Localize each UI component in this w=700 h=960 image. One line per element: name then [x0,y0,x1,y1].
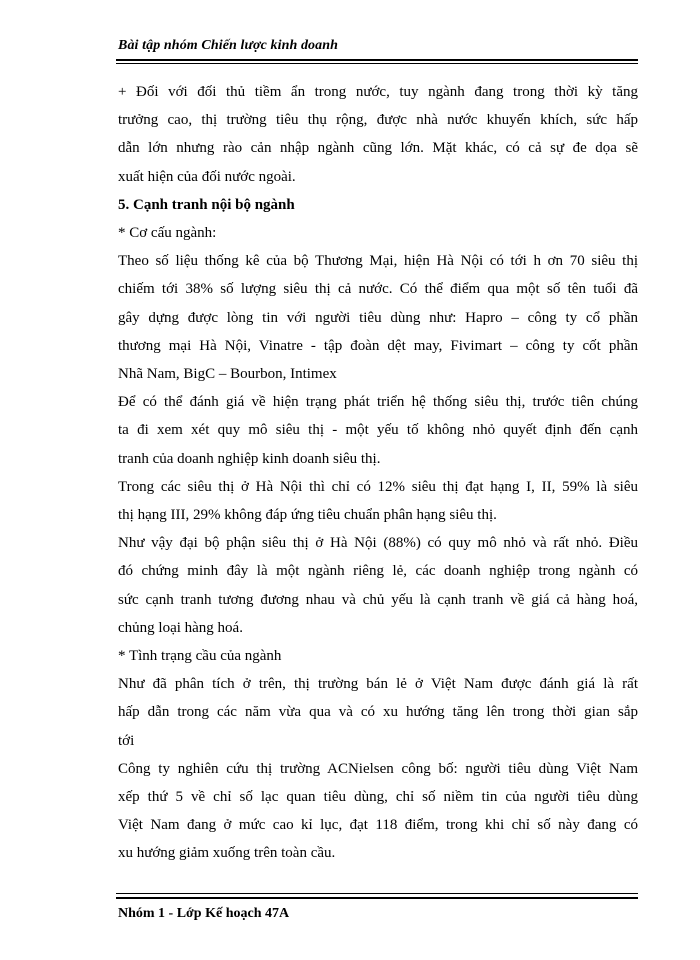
text-line: chủng loại hàng hoá. [118,619,243,636]
text-line: xu hướng giảm xuống trên toàn cầu. [118,845,336,862]
paragraph-scale-assessment [118,388,638,473]
text-line: Trong các siêu thị ở Hà Nội thì chỉ có 12% siêu thị đạt hạng I, II, 59% là siêu [118,478,638,495]
subheading-industry-structure [118,219,638,247]
paragraph-potential-competitors [118,78,638,191]
text-line: sức cạnh tranh tương đương nhau và chủ yếu là cạnh tranh về giá cả hàng hoá, [118,591,638,608]
text-line: ta đi xem xét quy mô siêu thị - một yếu tố không nhỏ quyết định đến cạnh [118,422,638,439]
header-rule [116,59,638,61]
text-line: xuất hiện của đối nước ngoài. [118,168,296,185]
text-line: Nhã Nam, BigC – Bourbon, Intimex [118,366,337,383]
subheading-text: * Tình trạng cầu của ngành [118,648,282,665]
page-header-title: Bài tập nhóm Chiến lược kinh doanh [118,38,339,53]
text-line: hấp dẫn trong các năm vừa qua và có xu hướng tăng lên trong thời gian sắp [118,704,638,721]
subheading-demand [118,642,638,670]
footer-rule-thin [116,893,638,894]
text-line: xếp thứ 5 về chỉ số lạc quan tiêu dùng, chỉ số niềm tin của người tiêu dùng [118,789,638,806]
text-line: Như đã phân tích ở trên, thị trường bán lẻ ở Việt Nam được đánh giá là rất [118,676,638,693]
text-line: tranh của doanh nghiệp kinh doanh siêu thị. [118,450,381,467]
text-line: Theo số liệu thống kê của bộ Thương Mại, hiện Hà Nội có tới h ơn 70 siêu thị [118,253,638,270]
text-line: dẫn lớn nhưng rào cản nhập ngành cũng lớn. Mặt khác, có cả sự đe dọa sẽ [118,140,638,157]
header-rule-thin [116,63,638,64]
section-heading-text: 5. Cạnh tranh nội bộ ngành [118,196,295,213]
paragraph-statistics [118,247,638,388]
text-line: Như vậy đại bộ phận siêu thị ở Hà Nội (88%) có quy mô nhỏ và rất nhỏ. Điều [118,535,638,552]
text-line: Để có thể đánh giá về hiện trạng phát triển hệ thống siêu thị, trước tiên chúng [118,394,638,411]
text-line: thương mại Hà Nội, Vinatre - tập đoàn dệt may, Fivimart – công ty cốt phần [118,337,638,354]
text-line: + Đối với đối thủ tiềm ẩn trong nước, tuy ngành đang trong thời kỳ tăng [118,84,638,100]
text-line: thị hạng III, 29% không đáp ứng tiêu chuẩn phân hạng siêu thị. [118,507,497,524]
text-line: Việt Nam đang ở mức cao kỉ lục, đạt 118 điểm, trong khi chỉ số này đang có [118,817,638,834]
paragraph-supermarket-ranks [118,473,638,529]
section-heading [118,191,638,219]
paragraph-conclusion [118,529,638,642]
text-line: gây dựng được lòng tin với người tiêu dùng như: Hapro – công ty cổ phần [118,309,638,326]
text-line: trưởng cao, thị trường tiêu thụ rộng, được nhà nước khuyến khích, sức hấp [118,112,638,129]
document-body [118,78,638,868]
page-footer-text: Nhóm 1 - Lớp Kế hoạch 47A [118,906,290,921]
subheading-text: * Cơ cấu ngành: [118,225,217,242]
footer-rule [116,897,638,899]
paragraph-acnielsen [118,755,638,868]
text-line: chiếm tới 38% số lượng siêu thị cả nước. Có thể điểm qua một số tên tuổi đã [118,281,638,298]
paragraph-retail-market [118,670,638,755]
text-line: tới [118,732,135,749]
text-line: Công ty nghiên cứu thị trường ACNielsen công bố: người tiêu dùng Việt Nam [118,760,638,777]
text-line: đó chứng minh đây là một ngành riêng lẻ, các doanh nghiệp trong ngành có [118,563,638,580]
